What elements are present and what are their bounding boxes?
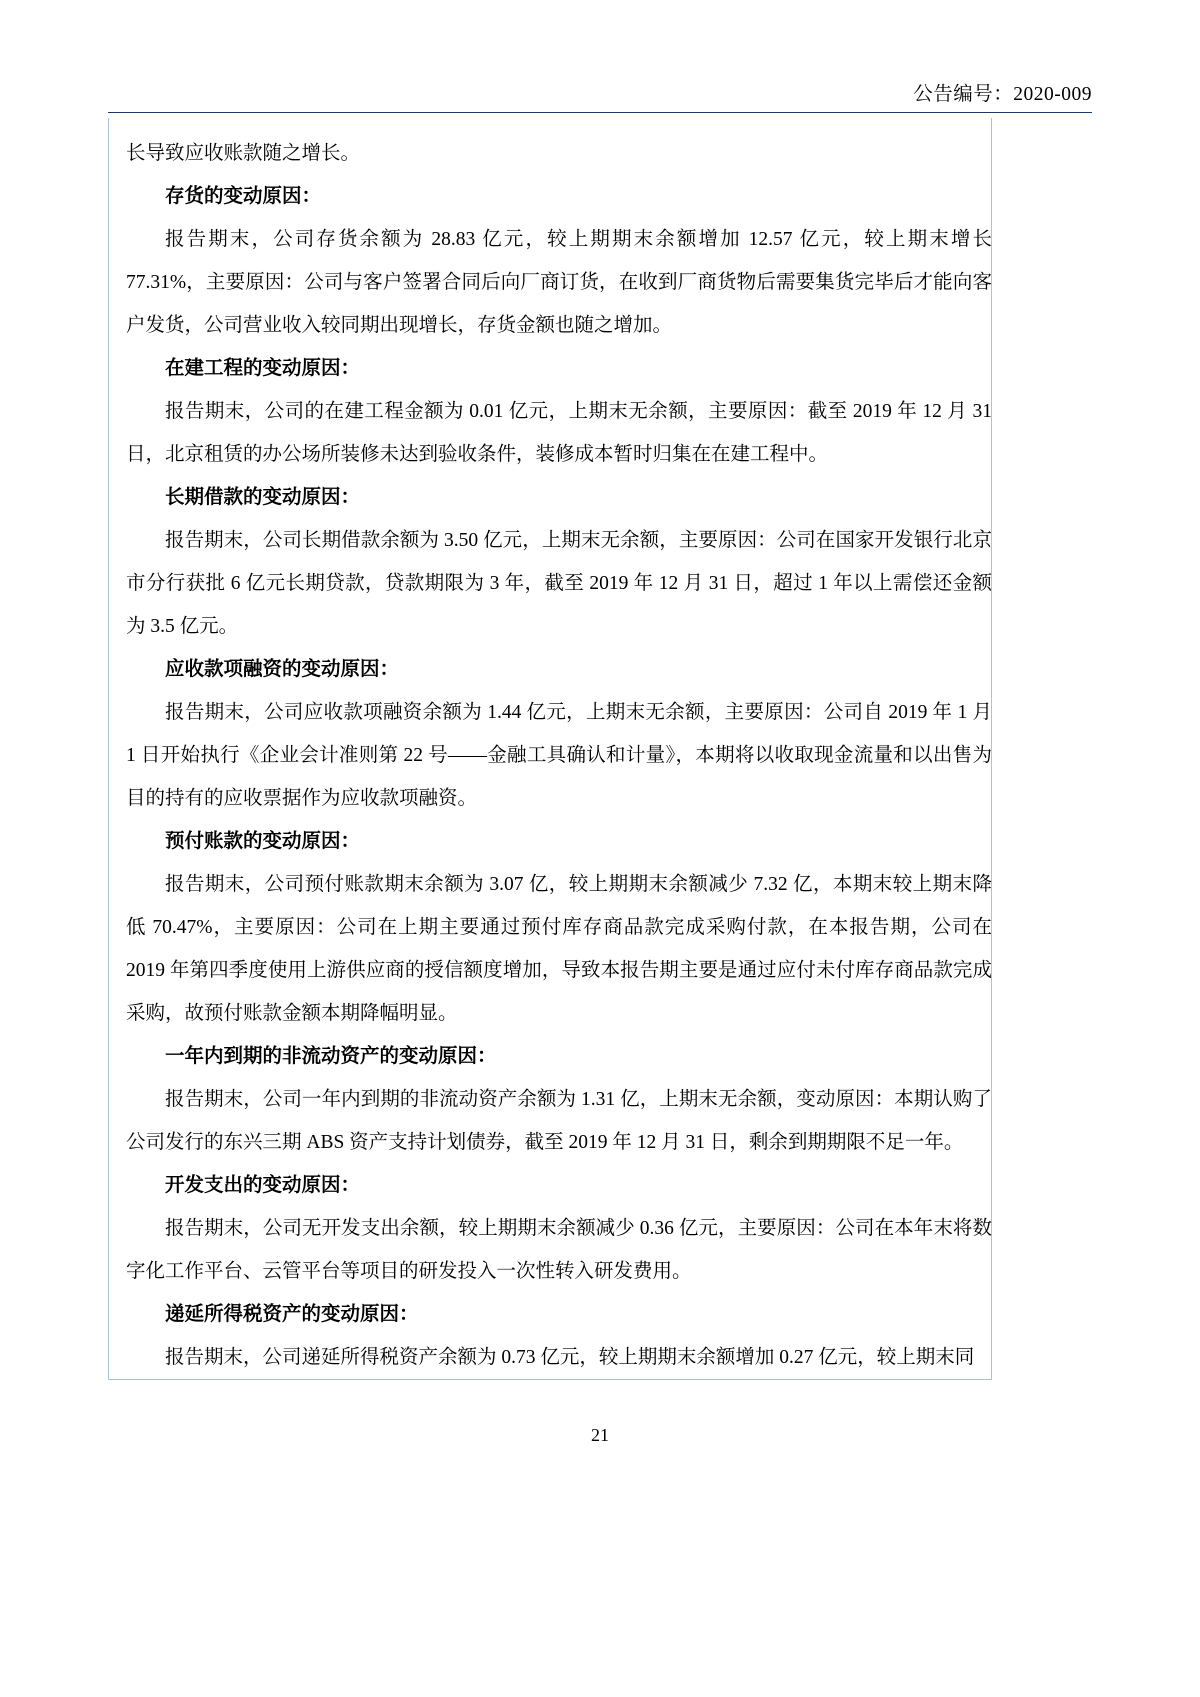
section-heading-non-current-assets-due-within-one-year: 一年内到期的非流动资产的变动原因： [165,1046,497,1067]
section-paragraph-long-term-loans: 报告期末，公司长期借款余额为 3.50 亿元，上期末无余额，主要原因：公司在国家开发银行北京市分行获批 6 亿元长期贷款，贷款期限为 3 年，截至 2019 年 12 月 31 日，超过 1 年以上需偿还金额为 3.5 亿元。 [126,530,992,637]
section-paragraph-construction-in-progress: 报告期末，公司的在建工程金额为 0.01 亿元，上期末无余额，主要原因：截至 2019 年 12 月 31 日，北京租赁的办公场所装修未达到验收条件，装修成本暂时归集在在建工程中。 [126,401,992,465]
section-heading-prepayments: 预付账款的变动原因： [165,831,361,852]
header-divider [108,112,1092,113]
section-heading-inventory: 存货的变动原因： [165,186,322,207]
page-number: 21 [591,1425,609,1445]
document-body [126,132,992,1379]
section-paragraph-inventory: 报告期末，公司存货余额为 28.83 亿元，较上期期末余额增加 12.57 亿元，较上期末增长 77.31%，主要原因：公司与客户签署合同后向厂商订货，在收到厂商货物后需要集货完毕后才能向客户发货，公司营业收入较同期出现增长，存货金额也随之增加。 [126,229,992,336]
section-heading-construction-in-progress: 在建工程的变动原因： [165,358,361,379]
section-heading-receivables-financing: 应收款项融资的变动原因： [165,659,400,680]
section-paragraph-non-current-assets-due-within-one-year: 报告期末，公司一年内到期的非流动资产余额为 1.31 亿，上期末无余额，变动原因：本期认购了公司发行的东兴三期 ABS 资产支持计划债券，截至 2019 年 12 月 31 日，剩余到期期限不足一年。 [126,1089,992,1153]
section-paragraph-deferred-tax-assets: 报告期末，公司递延所得税资产余额为 0.73 亿元，较上期期末余额增加 0.27 亿元，较上期末同 [165,1347,975,1368]
section-paragraph-receivables-financing: 报告期末，公司应收款项融资余额为 1.44 亿元，上期末无余额，主要原因：公司自 2019 年 1 月 1 日开始执行《企业会计准则第 22 号——金融工具确认和计量》，本期将以收取现金流量和以出售为目的持有的应收票据作为应收款项融资。 [126,702,992,809]
page-header-announcement-number: 公告编号：2020-009 [913,84,1092,105]
section-paragraph-development-expenditure: 报告期末，公司无开发支出余额，较上期期末余额减少 0.36 亿元，主要原因：公司在本年末将数字化工作平台、云管平台等项目的研发投入一次性转入研发费用。 [126,1218,992,1282]
section-heading-development-expenditure: 开发支出的变动原因： [165,1175,361,1196]
paragraph-continuation: 长导致应收账款随之增长。 [126,143,361,164]
section-heading-long-term-loans: 长期借款的变动原因： [165,487,361,508]
section-heading-deferred-tax-assets: 递延所得税资产的变动原因： [165,1304,419,1325]
section-paragraph-prepayments: 报告期末，公司预付账款期末余额为 3.07 亿，较上期期末余额减少 7.32 亿，本期末较上期末降低 70.47%，主要原因：公司在上期主要通过预付库存商品款完成采购付款，在本报告期，公司在 2019 年第四季度使用上游供应商的授信额度增加，导致本报告期主要是通过应付未付库存商品款完成采购，故预付账款金额本期降幅明显。 [126,874,992,1024]
